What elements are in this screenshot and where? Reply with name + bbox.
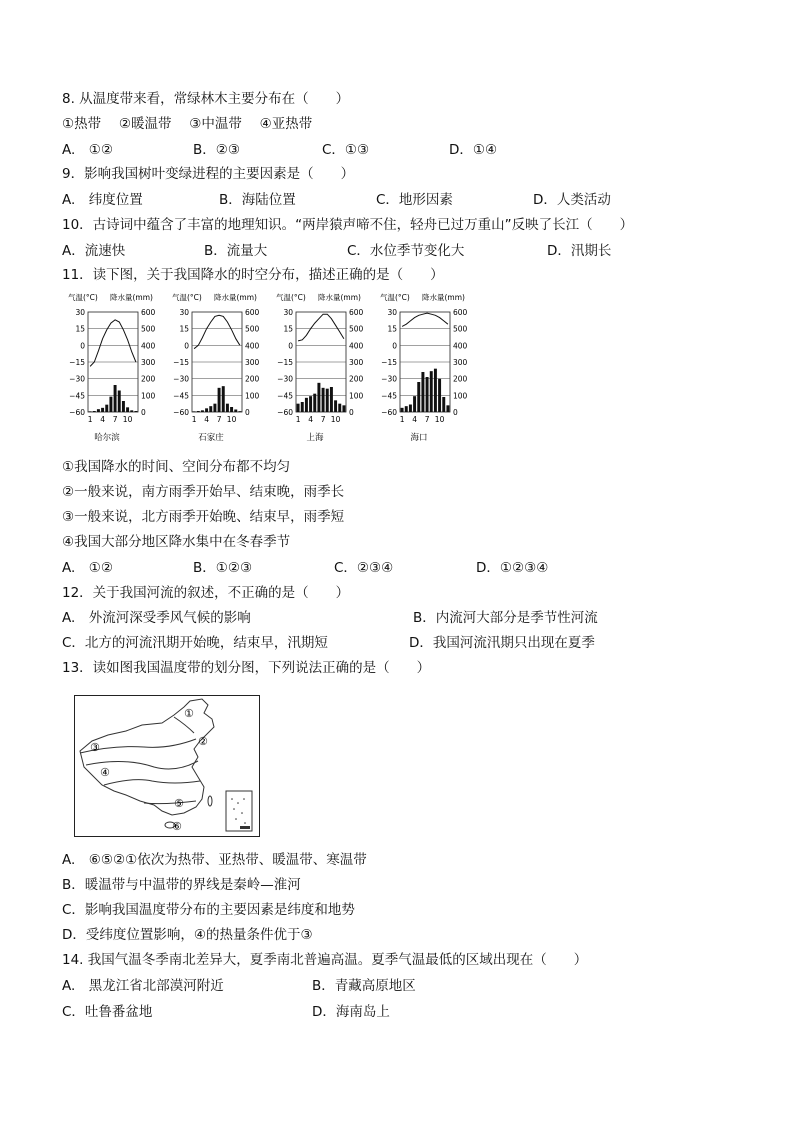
climate-charts-figure (68, 288, 488, 448)
chart-2-right-tick: 200 (245, 374, 260, 384)
chart-2-left-tick: −30 (173, 374, 189, 384)
chart-1-left-tick: 15 (75, 324, 85, 334)
chart-1-precip-bar (105, 405, 108, 412)
chart-4-x-tick: 1 (399, 415, 405, 424)
chart-4-city-name: 海口 (410, 433, 428, 443)
q14-option-b: B．青藏高原地区 (312, 978, 416, 994)
map-label-3: ③ (90, 741, 100, 754)
chart-3-right-tick: 200 (349, 374, 364, 384)
q10-option-c: C．水位季节变化大 (347, 243, 465, 259)
chart-4-x-tick: 4 (412, 415, 417, 424)
q9-option-a: A. 纬度位置 (62, 192, 143, 208)
q12-stem: 12．关于我国河流的叙述，不正确的是（ ） (62, 585, 350, 601)
q11-option-c: C．②③④ (334, 560, 394, 576)
chart-3-left-tick: 30 (283, 308, 293, 317)
chart-2-right-tick: 500 (245, 324, 260, 334)
chart-1-temp-line (90, 320, 136, 367)
q10-stem: 10．古诗词中蕴含了丰富的地理知识。“两岸猿声啼不住，轻舟已过万重山”反映了长江（ ） (62, 217, 634, 233)
q11-statement-1: ①我国降水的时间、空间分布都不均匀 (62, 459, 291, 475)
q14-option-c: C．吐鲁番盆地 (62, 1004, 153, 1020)
chart-3-right-tick: 100 (349, 391, 364, 401)
chart-1-right-tick: 500 (141, 324, 156, 334)
chart-4-right-tick: 500 (453, 324, 468, 334)
chart-3-precip-bar (338, 404, 341, 412)
chart-4-precip-bar (442, 397, 445, 412)
chart-3-right-tick: 300 (349, 358, 364, 367)
chart-3-left-tick: −60 (277, 408, 293, 417)
chart-3-precip-bar (313, 394, 316, 412)
chart-1-left-tick: 30 (75, 308, 85, 317)
chart-4-left-tick: 0 (392, 341, 397, 351)
chart-4-left-title: 气温(°C) (380, 293, 410, 302)
q14-option-d: D．海南岛上 (312, 1004, 390, 1020)
chart-2-left-tick: −60 (173, 408, 189, 417)
chart-1-precip-bar (134, 411, 137, 412)
chart-1-left-tick: −15 (69, 358, 85, 367)
temperature-zone-map (74, 695, 260, 837)
chart-2-temp-line (194, 315, 240, 348)
q12-option-c: C．北方的河流汛期开始晚，结束早，汛期短 (62, 635, 328, 651)
q10-option-b: B．流量大 (204, 243, 268, 259)
chart-2-left-tick: 30 (179, 308, 189, 317)
q9-option-c: C．地形因素 (376, 192, 453, 208)
chart-4-right-tick: 100 (453, 391, 468, 401)
q8-option-d: D．①④ (449, 142, 498, 158)
chart-1-left-tick: 0 (80, 341, 85, 351)
q14-stem: 14. 我国气温冬季南北差异大，夏季南北普遍高温。夏季气温最低的区域出现在（ ） (62, 952, 588, 968)
chart-1-right-tick: 400 (141, 341, 156, 351)
chart-4-precip-bar (426, 377, 429, 412)
chart-2-left-tick: 15 (179, 324, 189, 334)
chart-1-right-title: 降水量(mm) (110, 293, 153, 302)
chart-3-x-tick: 1 (295, 415, 301, 424)
chart-4-left-tick: 30 (387, 308, 397, 317)
chart-4-left-tick: 15 (387, 324, 397, 334)
chart-2-right-title: 降水量(mm) (214, 293, 257, 302)
chart-1-right-tick: 200 (141, 374, 156, 384)
q12-option-d: D．我国河流汛期只出现在夏季 (409, 635, 595, 651)
chart-2-x-tick: 7 (216, 415, 222, 424)
chart-2-city-name: 石家庄 (198, 433, 224, 443)
chart-4-left-tick: −30 (381, 374, 397, 384)
chart-2-precip-bar (201, 410, 204, 412)
q13-option-d: D．受纬度位置影响，④的热量条件优于③ (62, 927, 313, 943)
q12-option-b: B．内流河大部分是季节性河流 (413, 610, 598, 626)
chart-3-left-tick: −30 (277, 374, 293, 384)
chart-4-precip-bar (413, 396, 416, 412)
chart-3-precip-bar (305, 398, 308, 412)
chart-2-right-tick: 100 (245, 391, 260, 401)
chart-4-right-tick: 600 (453, 308, 468, 317)
chart-4-left-tick: −60 (381, 408, 397, 417)
chart-2-left-title: 气温(°C) (172, 293, 202, 302)
q9-stem: 9．影响我国树叶变绿进程的主要因素是（ ） (62, 166, 355, 182)
chart-4-precip-bar (401, 408, 404, 412)
chart-1-precip-bar (118, 391, 121, 413)
map-label-5: ⑤ (174, 797, 184, 810)
q9-option-b: B．海陆位置 (219, 192, 296, 208)
chart-4-precip-bar (446, 405, 449, 412)
chart-1-precip-bar (89, 411, 92, 412)
chart-3-city-name: 上海 (306, 433, 324, 443)
chart-2-x-tick: 1 (191, 415, 197, 424)
chart-3-left-tick: 15 (283, 324, 293, 334)
q8-option-b: B．②③ (193, 142, 240, 158)
chart-2-x-tick: 10 (226, 415, 237, 424)
chart-4-x-tick: 10 (434, 415, 445, 424)
chart-3-precip-bar (322, 388, 325, 412)
map-label-4: ④ (100, 766, 110, 779)
chart-1-right-tick: 100 (141, 391, 156, 401)
south-china-sea-inset (226, 791, 252, 831)
chart-3-right-title: 降水量(mm) (318, 293, 361, 302)
q13-option-b: B．暖温带与中温带的界线是秦岭—淮河 (62, 877, 301, 893)
chart-2-precip-bar (230, 407, 233, 412)
chart-3-right-tick: 400 (349, 341, 364, 351)
chart-1-precip-bar (101, 408, 104, 412)
chart-3-precip-bar (330, 387, 333, 412)
chart-1-x-tick: 7 (112, 415, 118, 424)
q8-stem: 8. 从温度带来看，常绿林木主要分布在（ ） (62, 91, 350, 107)
q11-statement-4: ④我国大部分地区降水集中在冬春季节 (62, 534, 291, 550)
chart-1-city-name: 哈尔滨 (94, 433, 120, 443)
chart-3-precip-bar (309, 396, 312, 412)
chart-1-x-tick: 4 (100, 415, 105, 424)
q13-stem: 13．读如图我国温度带的划分图，下列说法正确的是（ ） (62, 660, 431, 676)
chart-1-precip-bar (93, 411, 96, 412)
q11-option-d: D．①②③④ (476, 560, 549, 576)
q11-statement-3: ③一般来说，北方雨季开始晚、结束早，雨季短 (62, 509, 345, 525)
chart-2-precip-bar (222, 386, 225, 412)
chart-2-precip-bar (213, 404, 216, 412)
chart-1-right-tick: 0 (141, 408, 146, 417)
chart-3-right-tick: 0 (349, 408, 354, 417)
chart-2-left-tick: −15 (173, 358, 189, 367)
chart-4-precip-bar (409, 405, 412, 413)
chart-4-precip-bar (405, 406, 408, 412)
chart-1-x-tick: 1 (87, 415, 93, 424)
chart-3-x-tick: 10 (330, 415, 341, 424)
q11-stem: 11．读下图，关于我国降水的时空分布，描述正确的是（ ） (62, 267, 444, 283)
chart-3-temp-line (298, 314, 344, 341)
q9-option-d: D．人类活动 (533, 192, 611, 208)
chart-2-precip-bar (197, 411, 200, 412)
q8-option-c: C．①③ (322, 142, 370, 158)
q12-option-a: A. 外流河深受季风气候的影响 (62, 610, 251, 626)
chart-4-x-tick: 7 (424, 415, 430, 424)
chart-3-precip-bar (317, 383, 320, 412)
chart-4-right-title: 降水量(mm) (422, 293, 465, 302)
q11-option-a: A. ①② (62, 560, 113, 576)
chart-1-left-tick: −45 (69, 391, 85, 401)
chart-1-precip-bar (130, 410, 133, 412)
chart-1-precip-bar (114, 385, 117, 412)
chart-4-left-tick: −15 (381, 358, 397, 367)
chart-3-right-tick: 500 (349, 324, 364, 334)
chart-2-right-tick: 300 (245, 358, 260, 367)
chart-2-right-tick: 0 (245, 408, 250, 417)
chart-2-precip-bar (209, 406, 212, 412)
chart-3-left-tick: −15 (277, 358, 293, 367)
chart-4-precip-bar (430, 371, 433, 412)
map-label-1: ① (184, 707, 194, 720)
chart-1-left-title: 气温(°C) (68, 293, 98, 302)
chart-1-precip-bar (122, 401, 125, 412)
chart-4-right-tick: 400 (453, 341, 468, 351)
chart-4-precip-bar (417, 382, 420, 412)
chart-4-precip-bar (421, 372, 424, 412)
chart-3-left-title: 气温(°C) (276, 293, 306, 302)
q13-option-c: C．影响我国温度带分布的主要因素是纬度和地势 (62, 902, 355, 918)
chart-2-precip-bar (193, 411, 196, 412)
chart-1-precip-bar (97, 409, 100, 412)
chart-1-precip-bar (109, 397, 112, 412)
chart-3-left-tick: 0 (288, 341, 293, 351)
chart-3-precip-bar (334, 400, 337, 412)
chart-3-left-tick: −45 (277, 391, 293, 401)
chart-3-precip-bar (326, 389, 329, 412)
chart-2-precip-bar (234, 410, 237, 413)
chart-4-precip-bar (434, 369, 437, 412)
chart-4-right-tick: 300 (453, 358, 468, 367)
chart-2-precip-bar (205, 408, 208, 412)
chart-2-left-tick: −45 (173, 391, 189, 401)
chart-3-precip-bar (342, 405, 345, 412)
chart-2-precip-bar (238, 411, 241, 412)
q8-items: ①热带 ②暖温带 ③中温带 ④亚热带 (62, 116, 313, 132)
q10-option-a: A．流速快 (62, 243, 126, 259)
chart-1-right-tick: 600 (141, 308, 156, 317)
chart-3-precip-bar (297, 404, 300, 412)
chart-2-right-tick: 400 (245, 341, 260, 351)
chart-4-precip-bar (438, 379, 441, 412)
chart-4-temp-line (402, 313, 448, 326)
chart-1-right-tick: 300 (141, 358, 156, 367)
q10-option-d: D．汛期长 (547, 243, 612, 259)
chart-1-left-tick: −30 (69, 374, 85, 384)
chart-4-right-tick: 200 (453, 374, 468, 384)
q11-option-b: B．①②③ (193, 560, 253, 576)
chart-1-precip-bar (126, 407, 129, 412)
q14-option-a: A. 黑龙江省北部漠河附近 (62, 978, 224, 994)
q11-statement-2: ②一般来说，南方雨季开始早、结束晚，雨季长 (62, 484, 345, 500)
chart-1-left-tick: −60 (69, 408, 85, 417)
chart-3-right-tick: 600 (349, 308, 364, 317)
map-label-6: ⑥ (172, 820, 182, 833)
chart-3-x-tick: 4 (308, 415, 313, 424)
map-label-2: ② (198, 735, 208, 748)
chart-4-right-tick: 0 (453, 408, 458, 417)
chart-2-right-tick: 600 (245, 308, 260, 317)
chart-2-left-tick: 0 (184, 341, 189, 351)
chart-3-x-tick: 7 (320, 415, 326, 424)
chart-3-precip-bar (301, 402, 304, 412)
q13-option-a: A. ⑥⑤②①依次为热带、亚热带、暖温带、寒温带 (62, 852, 367, 868)
chart-1-x-tick: 10 (122, 415, 133, 424)
chart-4-left-tick: −45 (381, 391, 397, 401)
chart-2-precip-bar (218, 388, 221, 412)
chart-2-x-tick: 4 (204, 415, 209, 424)
chart-2-precip-bar (226, 404, 229, 412)
q8-option-a: A. ①② (62, 142, 113, 158)
